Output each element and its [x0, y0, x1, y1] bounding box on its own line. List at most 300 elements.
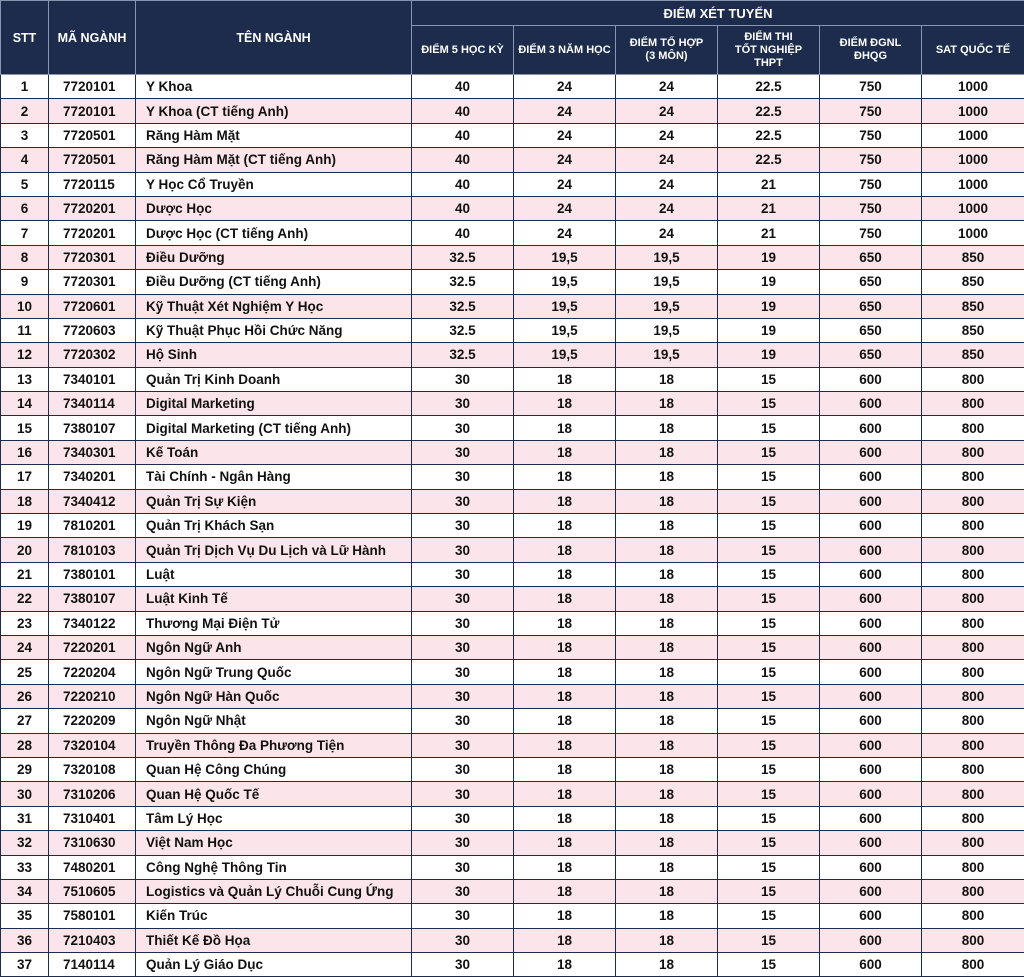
diem-5-hoc-ky-cell: 30: [412, 660, 514, 684]
ten-nganh-cell: Y Khoa: [136, 75, 412, 99]
stt-cell: 2: [1, 99, 49, 123]
diem-to-hop-cell: 18: [616, 831, 718, 855]
header-ten-nganh: TÊN NGÀNH: [136, 1, 412, 75]
diem-to-hop-cell: 18: [616, 489, 718, 513]
sat-cell: 800: [922, 465, 1024, 489]
diem-thi-tn-cell: 15: [718, 757, 820, 781]
header-diem-dgnl: ĐIỂM ĐGNL ĐHQG: [820, 26, 922, 75]
diem-dgnl-cell: 750: [820, 75, 922, 99]
sat-cell: 1000: [922, 221, 1024, 245]
table-row: [1, 318, 1024, 342]
table-row: [1, 514, 1024, 538]
ma-nganh-cell: 7720501: [49, 148, 136, 172]
diem-3-nam-hoc-cell: 19,5: [514, 245, 616, 269]
header-diem-thi-tot-nghiep: ĐIỂM THI TỐT NGHIỆP THPT: [718, 26, 820, 75]
table-header: [1, 1, 1024, 75]
diem-5-hoc-ky-cell: 30: [412, 709, 514, 733]
sat-cell: 800: [922, 367, 1024, 391]
diem-thi-tn-cell: 15: [718, 587, 820, 611]
diem-to-hop-cell: 18: [616, 733, 718, 757]
diem-dgnl-cell: 600: [820, 514, 922, 538]
table-row: [1, 367, 1024, 391]
diem-5-hoc-ky-cell: 30: [412, 562, 514, 586]
diem-to-hop-cell: 18: [616, 660, 718, 684]
sat-cell: 800: [922, 440, 1024, 464]
diem-5-hoc-ky-cell: 30: [412, 440, 514, 464]
ten-nganh-cell: Y Học Cổ Truyền: [136, 172, 412, 196]
diem-3-nam-hoc-cell: 18: [514, 440, 616, 464]
ma-nganh-cell: 7340101: [49, 367, 136, 391]
diem-5-hoc-ky-cell: 40: [412, 172, 514, 196]
ma-nganh-cell: 7720201: [49, 196, 136, 220]
stt-cell: 4: [1, 148, 49, 172]
stt-cell: 19: [1, 514, 49, 538]
ten-nganh-cell: Thương Mại Điện Tử: [136, 611, 412, 635]
ten-nganh-cell: Digital Marketing (CT tiếng Anh): [136, 416, 412, 440]
diem-5-hoc-ky-cell: 30: [412, 879, 514, 903]
diem-dgnl-cell: 600: [820, 831, 922, 855]
diem-5-hoc-ky-cell: 30: [412, 587, 514, 611]
diem-dgnl-cell: 750: [820, 221, 922, 245]
stt-cell: 8: [1, 245, 49, 269]
sat-cell: 800: [922, 953, 1024, 977]
diem-5-hoc-ky-cell: 30: [412, 489, 514, 513]
diem-3-nam-hoc-cell: 19,5: [514, 294, 616, 318]
table-row: [1, 538, 1024, 562]
ma-nganh-cell: 7340122: [49, 611, 136, 635]
table-row: [1, 416, 1024, 440]
ten-nganh-cell: Kiến Trúc: [136, 904, 412, 928]
ten-nganh-cell: Kỹ Thuật Xét Nghiệm Y Học: [136, 294, 412, 318]
sat-cell: 800: [922, 855, 1024, 879]
ten-nganh-cell: Việt Nam Học: [136, 831, 412, 855]
stt-cell: 27: [1, 709, 49, 733]
diem-dgnl-cell: 600: [820, 465, 922, 489]
diem-dgnl-cell: 750: [820, 123, 922, 147]
table-row: [1, 245, 1024, 269]
diem-5-hoc-ky-cell: 30: [412, 782, 514, 806]
diem-3-nam-hoc-cell: 18: [514, 904, 616, 928]
ma-nganh-cell: 7310206: [49, 782, 136, 806]
diem-3-nam-hoc-cell: 18: [514, 587, 616, 611]
diem-3-nam-hoc-cell: 18: [514, 416, 616, 440]
diem-3-nam-hoc-cell: 18: [514, 635, 616, 659]
diem-3-nam-hoc-cell: 18: [514, 489, 616, 513]
table-row: [1, 782, 1024, 806]
diem-dgnl-cell: 750: [820, 148, 922, 172]
diem-thi-tn-cell: 22.5: [718, 99, 820, 123]
diem-dgnl-cell: 600: [820, 489, 922, 513]
diem-5-hoc-ky-cell: 30: [412, 392, 514, 416]
diem-5-hoc-ky-cell: 30: [412, 806, 514, 830]
diem-thi-tn-cell: 15: [718, 733, 820, 757]
diem-to-hop-cell: 24: [616, 75, 718, 99]
diem-5-hoc-ky-cell: 30: [412, 367, 514, 391]
diem-thi-tn-cell: 15: [718, 782, 820, 806]
stt-cell: 10: [1, 294, 49, 318]
diem-dgnl-cell: 650: [820, 343, 922, 367]
diem-5-hoc-ky-cell: 40: [412, 221, 514, 245]
ma-nganh-cell: 7140114: [49, 953, 136, 977]
stt-cell: 13: [1, 367, 49, 391]
diem-dgnl-cell: 600: [820, 440, 922, 464]
diem-5-hoc-ky-cell: 30: [412, 831, 514, 855]
ma-nganh-cell: 7340114: [49, 392, 136, 416]
ten-nganh-cell: Răng Hàm Mặt: [136, 123, 412, 147]
diem-dgnl-cell: 750: [820, 99, 922, 123]
ten-nganh-cell: Ngôn Ngữ Nhật: [136, 709, 412, 733]
stt-cell: 6: [1, 196, 49, 220]
diem-dgnl-cell: 600: [820, 587, 922, 611]
diem-to-hop-cell: 18: [616, 782, 718, 806]
diem-to-hop-cell: 18: [616, 806, 718, 830]
stt-cell: 18: [1, 489, 49, 513]
diem-to-hop-cell: 24: [616, 172, 718, 196]
ma-nganh-cell: 7720301: [49, 245, 136, 269]
diem-dgnl-cell: 600: [820, 684, 922, 708]
diem-5-hoc-ky-cell: 30: [412, 538, 514, 562]
ma-nganh-cell: 7210403: [49, 928, 136, 952]
diem-dgnl-cell: 600: [820, 757, 922, 781]
ten-nganh-cell: Công Nghệ Thông Tin: [136, 855, 412, 879]
table-row: [1, 221, 1024, 245]
diem-3-nam-hoc-cell: 18: [514, 831, 616, 855]
diem-thi-tn-cell: 15: [718, 855, 820, 879]
diem-to-hop-cell: 18: [616, 562, 718, 586]
diem-to-hop-cell: 18: [616, 440, 718, 464]
diem-to-hop-cell: 18: [616, 953, 718, 977]
ten-nganh-cell: Logistics và Quản Lý Chuỗi Cung Ứng: [136, 879, 412, 903]
ten-nganh-cell: Điều Dưỡng: [136, 245, 412, 269]
stt-cell: 7: [1, 221, 49, 245]
sat-cell: 850: [922, 343, 1024, 367]
ma-nganh-cell: 7720201: [49, 221, 136, 245]
ma-nganh-cell: 7810201: [49, 514, 136, 538]
ten-nganh-cell: Dược Học: [136, 196, 412, 220]
diem-thi-tn-cell: 21: [718, 196, 820, 220]
ma-nganh-cell: 7720115: [49, 172, 136, 196]
diem-thi-tn-cell: 19: [718, 270, 820, 294]
table-row: [1, 123, 1024, 147]
ten-nganh-cell: Ngôn Ngữ Anh: [136, 635, 412, 659]
diem-to-hop-cell: 18: [616, 538, 718, 562]
diem-3-nam-hoc-cell: 18: [514, 367, 616, 391]
diem-3-nam-hoc-cell: 18: [514, 709, 616, 733]
diem-3-nam-hoc-cell: 24: [514, 75, 616, 99]
ten-nganh-cell: Quan Hệ Công Chúng: [136, 757, 412, 781]
table-row: [1, 831, 1024, 855]
diem-thi-tn-cell: 15: [718, 635, 820, 659]
diem-to-hop-cell: 24: [616, 196, 718, 220]
diem-dgnl-cell: 600: [820, 709, 922, 733]
diem-to-hop-cell: 18: [616, 879, 718, 903]
stt-cell: 24: [1, 635, 49, 659]
diem-thi-tn-cell: 15: [718, 538, 820, 562]
stt-cell: 12: [1, 343, 49, 367]
diem-5-hoc-ky-cell: 40: [412, 196, 514, 220]
diem-thi-tn-cell: 15: [718, 709, 820, 733]
sat-cell: 800: [922, 538, 1024, 562]
diem-dgnl-cell: 600: [820, 562, 922, 586]
sat-cell: 800: [922, 587, 1024, 611]
diem-3-nam-hoc-cell: 19,5: [514, 343, 616, 367]
ma-nganh-cell: 7720301: [49, 270, 136, 294]
diem-to-hop-cell: 19,5: [616, 318, 718, 342]
ma-nganh-cell: 7220210: [49, 684, 136, 708]
table-row: [1, 196, 1024, 220]
diem-thi-tn-cell: 19: [718, 343, 820, 367]
diem-3-nam-hoc-cell: 18: [514, 392, 616, 416]
ten-nganh-cell: Dược Học (CT tiếng Anh): [136, 221, 412, 245]
diem-5-hoc-ky-cell: 32.5: [412, 270, 514, 294]
diem-3-nam-hoc-cell: 18: [514, 660, 616, 684]
diem-3-nam-hoc-cell: 18: [514, 733, 616, 757]
diem-3-nam-hoc-cell: 24: [514, 99, 616, 123]
stt-cell: 20: [1, 538, 49, 562]
diem-to-hop-cell: 18: [616, 635, 718, 659]
diem-3-nam-hoc-cell: 19,5: [514, 318, 616, 342]
sat-cell: 800: [922, 831, 1024, 855]
stt-cell: 16: [1, 440, 49, 464]
ten-nganh-cell: Quản Trị Khách Sạn: [136, 514, 412, 538]
diem-3-nam-hoc-cell: 18: [514, 928, 616, 952]
diem-dgnl-cell: 600: [820, 660, 922, 684]
ma-nganh-cell: 7220201: [49, 635, 136, 659]
diem-thi-tn-cell: 15: [718, 611, 820, 635]
table-row: [1, 172, 1024, 196]
diem-dgnl-cell: 600: [820, 928, 922, 952]
diem-to-hop-cell: 18: [616, 416, 718, 440]
diem-dgnl-cell: 600: [820, 733, 922, 757]
sat-cell: 800: [922, 904, 1024, 928]
diem-thi-tn-cell: 15: [718, 440, 820, 464]
sat-cell: 1000: [922, 172, 1024, 196]
ma-nganh-cell: 7720101: [49, 75, 136, 99]
ten-nganh-cell: Luật Kinh Tế: [136, 587, 412, 611]
ten-nganh-cell: Quan Hệ Quốc Tế: [136, 782, 412, 806]
stt-cell: 36: [1, 928, 49, 952]
ma-nganh-cell: 7220204: [49, 660, 136, 684]
ma-nganh-cell: 7810103: [49, 538, 136, 562]
diem-3-nam-hoc-cell: 24: [514, 148, 616, 172]
ten-nganh-cell: Luật: [136, 562, 412, 586]
diem-to-hop-cell: 18: [616, 392, 718, 416]
ten-nganh-cell: Thiết Kế Đồ Họa: [136, 928, 412, 952]
diem-to-hop-cell: 18: [616, 709, 718, 733]
stt-cell: 28: [1, 733, 49, 757]
ten-nganh-cell: Digital Marketing: [136, 392, 412, 416]
diem-to-hop-cell: 18: [616, 465, 718, 489]
diem-to-hop-cell: 18: [616, 904, 718, 928]
ten-nganh-cell: Y Khoa (CT tiếng Anh): [136, 99, 412, 123]
diem-5-hoc-ky-cell: 30: [412, 757, 514, 781]
ma-nganh-cell: 7580101: [49, 904, 136, 928]
diem-to-hop-cell: 19,5: [616, 294, 718, 318]
diem-3-nam-hoc-cell: 18: [514, 514, 616, 538]
ten-nganh-cell: Quản Trị Sự Kiện: [136, 489, 412, 513]
header-stt: STT: [1, 1, 49, 75]
diem-5-hoc-ky-cell: 40: [412, 75, 514, 99]
ma-nganh-cell: 7720501: [49, 123, 136, 147]
stt-cell: 3: [1, 123, 49, 147]
stt-cell: 11: [1, 318, 49, 342]
diem-to-hop-cell: 24: [616, 123, 718, 147]
diem-5-hoc-ky-cell: 32.5: [412, 294, 514, 318]
ma-nganh-cell: 7340301: [49, 440, 136, 464]
diem-to-hop-cell: 24: [616, 221, 718, 245]
diem-3-nam-hoc-cell: 18: [514, 879, 616, 903]
diem-thi-tn-cell: 21: [718, 172, 820, 196]
ma-nganh-cell: 7720601: [49, 294, 136, 318]
sat-cell: 800: [922, 879, 1024, 903]
sat-cell: 850: [922, 318, 1024, 342]
ten-nganh-cell: Quản Lý Giáo Dục: [136, 953, 412, 977]
ten-nganh-cell: Hộ Sinh: [136, 343, 412, 367]
diem-thi-tn-cell: 22.5: [718, 148, 820, 172]
diem-thi-tn-cell: 15: [718, 489, 820, 513]
diem-to-hop-cell: 18: [616, 514, 718, 538]
stt-cell: 37: [1, 953, 49, 977]
stt-cell: 30: [1, 782, 49, 806]
stt-cell: 22: [1, 587, 49, 611]
diem-dgnl-cell: 750: [820, 196, 922, 220]
diem-to-hop-cell: 18: [616, 928, 718, 952]
sat-cell: 800: [922, 416, 1024, 440]
diem-dgnl-cell: 600: [820, 416, 922, 440]
stt-cell: 26: [1, 684, 49, 708]
stt-cell: 25: [1, 660, 49, 684]
stt-cell: 32: [1, 831, 49, 855]
diem-3-nam-hoc-cell: 24: [514, 123, 616, 147]
diem-dgnl-cell: 600: [820, 953, 922, 977]
diem-dgnl-cell: 600: [820, 392, 922, 416]
table-row: [1, 660, 1024, 684]
diem-3-nam-hoc-cell: 18: [514, 684, 616, 708]
sat-cell: 800: [922, 611, 1024, 635]
diem-5-hoc-ky-cell: 40: [412, 99, 514, 123]
diem-5-hoc-ky-cell: 30: [412, 953, 514, 977]
diem-5-hoc-ky-cell: 30: [412, 684, 514, 708]
ten-nganh-cell: Ngôn Ngữ Hàn Quốc: [136, 684, 412, 708]
stt-cell: 29: [1, 757, 49, 781]
diem-3-nam-hoc-cell: 18: [514, 757, 616, 781]
diem-thi-tn-cell: 15: [718, 928, 820, 952]
diem-dgnl-cell: 650: [820, 294, 922, 318]
sat-cell: 800: [922, 782, 1024, 806]
table-row: [1, 684, 1024, 708]
stt-cell: 15: [1, 416, 49, 440]
diem-dgnl-cell: 600: [820, 879, 922, 903]
diem-3-nam-hoc-cell: 18: [514, 782, 616, 806]
sat-cell: 800: [922, 684, 1024, 708]
table-row: [1, 709, 1024, 733]
sat-cell: 1000: [922, 123, 1024, 147]
diem-to-hop-cell: 18: [616, 684, 718, 708]
diem-dgnl-cell: 650: [820, 245, 922, 269]
table-row: [1, 75, 1024, 99]
table-row: [1, 294, 1024, 318]
table-row: [1, 757, 1024, 781]
table-row: [1, 99, 1024, 123]
ma-nganh-cell: 7720603: [49, 318, 136, 342]
ma-nganh-cell: 7380107: [49, 587, 136, 611]
stt-cell: 35: [1, 904, 49, 928]
table-row: [1, 562, 1024, 586]
stt-cell: 31: [1, 806, 49, 830]
sat-cell: 800: [922, 806, 1024, 830]
ten-nganh-cell: Răng Hàm Mặt (CT tiếng Anh): [136, 148, 412, 172]
diem-5-hoc-ky-cell: 30: [412, 416, 514, 440]
diem-to-hop-cell: 18: [616, 367, 718, 391]
ten-nganh-cell: Kỹ Thuật Phục Hồi Chức Năng: [136, 318, 412, 342]
diem-dgnl-cell: 650: [820, 270, 922, 294]
ma-nganh-cell: 7720302: [49, 343, 136, 367]
diem-to-hop-cell: 19,5: [616, 343, 718, 367]
diem-3-nam-hoc-cell: 24: [514, 221, 616, 245]
diem-dgnl-cell: 600: [820, 538, 922, 562]
table-row: [1, 904, 1024, 928]
header-diem-to-hop: ĐIỂM TỔ HỢP (3 MÔN): [616, 26, 718, 75]
diem-to-hop-cell: 24: [616, 148, 718, 172]
ma-nganh-cell: 7380101: [49, 562, 136, 586]
sat-cell: 1000: [922, 196, 1024, 220]
diem-thi-tn-cell: 15: [718, 953, 820, 977]
sat-cell: 800: [922, 514, 1024, 538]
table-row: [1, 855, 1024, 879]
sat-cell: 1000: [922, 99, 1024, 123]
diem-thi-tn-cell: 21: [718, 221, 820, 245]
sat-cell: 850: [922, 294, 1024, 318]
ma-nganh-cell: 7310630: [49, 831, 136, 855]
stt-cell: 9: [1, 270, 49, 294]
diem-thi-tn-cell: 22.5: [718, 75, 820, 99]
stt-cell: 17: [1, 465, 49, 489]
table-row: [1, 270, 1024, 294]
diem-thi-tn-cell: 15: [718, 514, 820, 538]
diem-3-nam-hoc-cell: 18: [514, 465, 616, 489]
table-row: [1, 148, 1024, 172]
stt-cell: 21: [1, 562, 49, 586]
diem-3-nam-hoc-cell: 18: [514, 562, 616, 586]
ten-nganh-cell: Quản Trị Dịch Vụ Du Lịch và Lữ Hành: [136, 538, 412, 562]
table-row: [1, 392, 1024, 416]
ten-nganh-cell: Ngôn Ngữ Trung Quốc: [136, 660, 412, 684]
sat-cell: 800: [922, 733, 1024, 757]
stt-cell: 23: [1, 611, 49, 635]
diem-to-hop-cell: 24: [616, 99, 718, 123]
sat-cell: 850: [922, 270, 1024, 294]
table-row: [1, 928, 1024, 952]
header-ma-nganh: MÃ NGÀNH: [49, 1, 136, 75]
diem-3-nam-hoc-cell: 18: [514, 611, 616, 635]
sat-cell: 800: [922, 635, 1024, 659]
diem-5-hoc-ky-cell: 30: [412, 611, 514, 635]
diem-5-hoc-ky-cell: 40: [412, 148, 514, 172]
diem-to-hop-cell: 18: [616, 611, 718, 635]
diem-5-hoc-ky-cell: 30: [412, 635, 514, 659]
table-row: [1, 465, 1024, 489]
diem-3-nam-hoc-cell: 18: [514, 953, 616, 977]
diem-dgnl-cell: 600: [820, 635, 922, 659]
table-row: [1, 489, 1024, 513]
diem-3-nam-hoc-cell: 18: [514, 855, 616, 879]
stt-cell: 33: [1, 855, 49, 879]
ma-nganh-cell: 7510605: [49, 879, 136, 903]
table-row: [1, 953, 1024, 977]
header-diem-5-hoc-ky: ĐIỂM 5 HỌC KỲ: [412, 26, 514, 75]
diem-3-nam-hoc-cell: 18: [514, 538, 616, 562]
diem-thi-tn-cell: 22.5: [718, 123, 820, 147]
